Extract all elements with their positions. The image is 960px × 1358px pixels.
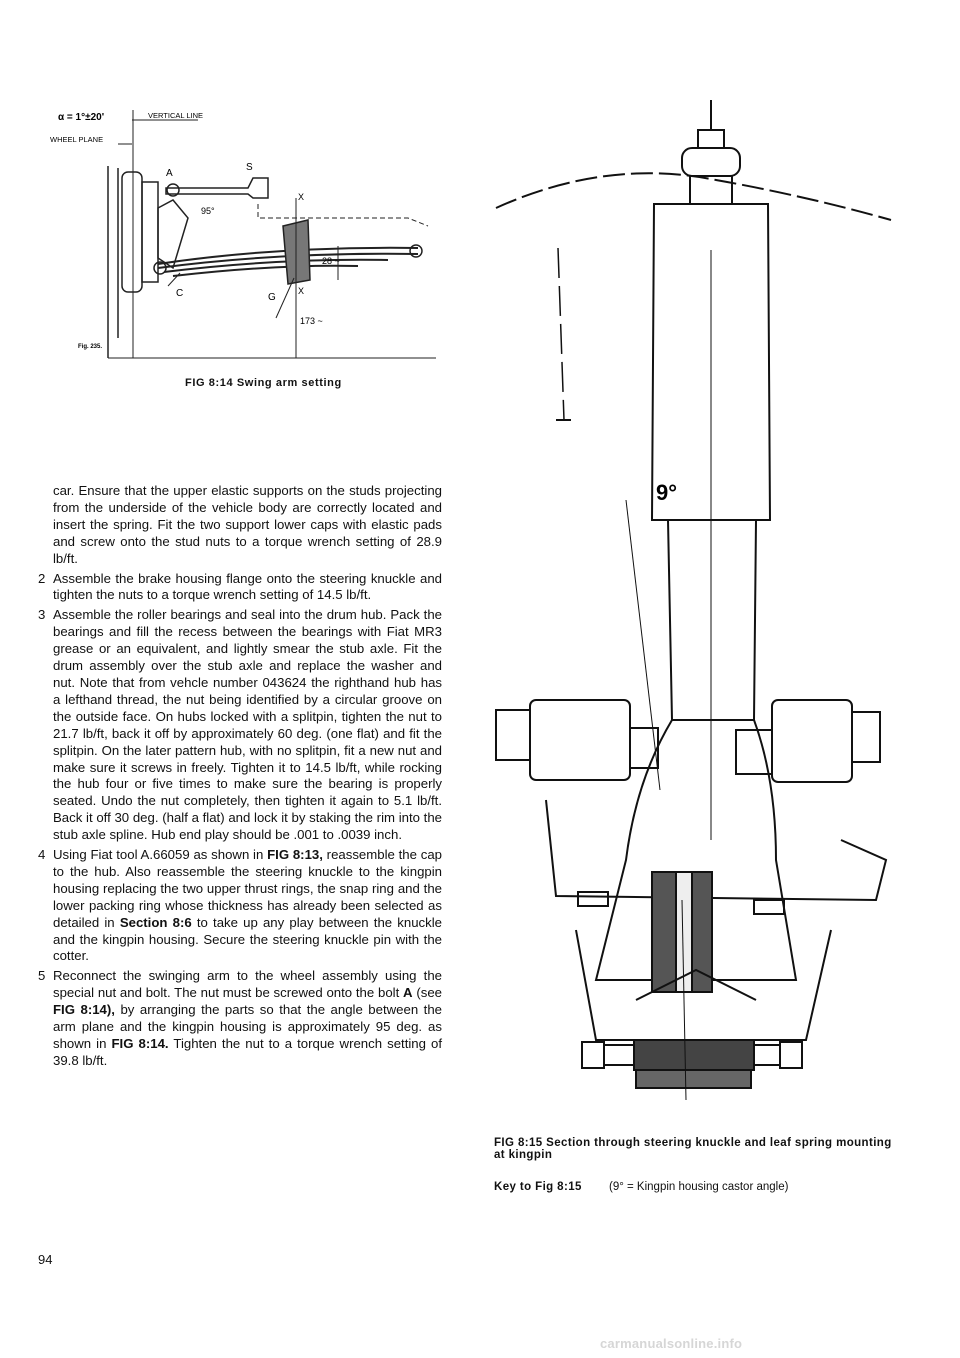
fig15-key-text: (9° = Kingpin housing castor angle) <box>609 1181 789 1193</box>
text-run: by arranging the parts so that the angle between the arm plane and the kingpin housing is approximately 95 deg. as shown in <box>53 1002 442 1051</box>
step-text <box>53 968 442 1069</box>
fig14-dim-28: 28 ~ <box>322 256 340 266</box>
steering-knuckle-section-diagram <box>486 100 901 1130</box>
step-text <box>53 847 442 965</box>
section-reference: Section 8:6 <box>119 914 192 930</box>
figure-reference: FIG 8:13, <box>267 847 323 863</box>
text-run: Using Fiat tool A.66059 as shown in <box>53 847 268 863</box>
text-run: to take up any play between the knuckle and the kingpin housing. Secure the steering knuckle pin with the cotter. <box>53 914 443 964</box>
fig14-dim-173: 173 ~ <box>300 316 323 326</box>
step-5 <box>38 968 442 1069</box>
figure-reference: FIG 8:14. <box>111 1036 169 1051</box>
step-4 <box>38 847 442 965</box>
fig15-caption: FIG 8:15 Section through steering knuckle and leaf spring mounting at kingpin <box>494 1137 892 1161</box>
fig14-label-a: A <box>166 168 173 179</box>
watermark: carmanualsonline.info <box>600 1336 743 1351</box>
fig15-key-label: Key to Fig 8:15 <box>494 1181 582 1193</box>
step-number: 4 <box>38 847 46 863</box>
figure-reference: FIG 8:14), <box>53 1002 115 1018</box>
fig14-label-c: C <box>176 288 184 299</box>
page-number: 94 <box>38 1252 53 1267</box>
text-run: reassemble the cap to the hub. Also reassemble the steering knuckle to the kingpin housing replacing the two upper thrust rings, the snap ring and the lower packing ring whose thickness has already been selected as detailed in <box>53 847 442 930</box>
fig14-label-g: G <box>268 292 276 303</box>
fig14-vertical-line-label: VERTICAL LINE <box>148 111 204 120</box>
fig14-angle-label: α = 1°±20' <box>58 112 105 123</box>
text-run: (see <box>412 985 442 1001</box>
step-number: 2 <box>38 570 46 586</box>
fig14-angle-95: 95° <box>201 206 215 216</box>
step-text: Assemble the brake housing flange onto the steering knuckle and tighten the nuts to a torque wrench setting of 14.5 lb/ft. <box>53 570 442 603</box>
swing-arm-diagram <box>48 108 438 366</box>
fig14-label-x-bottom: X <box>298 286 305 296</box>
instructions-body <box>38 483 442 1073</box>
text-run: Reconnect the swinging arm to the wheel assembly using the special nut and bolt. The nut must be screwed onto the bolt <box>53 968 442 1001</box>
fig14-caption: FIG 8:14 Swing arm setting <box>185 377 342 389</box>
fig14-label-x-top: X <box>298 192 305 202</box>
intro-paragraph: car. Ensure that the upper elastic supports on the studs projecting from the underside of the vehicle body are correctly located and insert the spring. Fit the two support lower caps with elastic pads and screw onto the stud nuts to a torque wrench setting of 28.9 lb/ft. <box>53 483 442 566</box>
fig14-fig-ref: Fig. 235. <box>78 344 103 350</box>
fig14-label-s: S <box>246 162 253 173</box>
fig15-angle-label: 9° <box>656 480 678 505</box>
step-2 <box>38 571 442 605</box>
text-run: Tighten the nut to a torque wrench setting of 39.8 lb/ft. <box>53 1036 442 1068</box>
part-reference: A <box>403 985 413 1001</box>
step-3 <box>38 607 442 844</box>
step-number: 5 <box>38 968 46 984</box>
step-text: Assemble the roller bearings and seal into the drum hub. Pack the bearings and fill the recess between the bearings with Fiat MR3 grease or an equivalent, and lightly smear the stub axle. Fit the drum assembly over the stub axle and replace the washer and nut. Note that from vehcle number 043624 the righthand hub has a lefthand thread, the nut being identified by a circular groove on the outside face. On hubs locked with a splitpin, tighten the nut to 21.7 lb/ft, back it off by approximately 60 deg. (one flat) and fit the splitpin. On the later pattern hub, with no splitpin, fit a new nut and make sure it screws in freely. Tighten it to 14.5 lb/ft, while rocking the hub four or five times to make sure the bearing is properly seated. Undo the nut completely, then tighten it again to 5.1 lb/ft. Back it off 30 deg. (half a flat) and lock it by staking the rim into the stub axle spline. Hub end play should be .001 to .0039 inch. <box>53 607 442 843</box>
fig14-wheel-plane-label: WHEEL PLANE <box>50 135 104 144</box>
step-number: 3 <box>38 607 46 623</box>
